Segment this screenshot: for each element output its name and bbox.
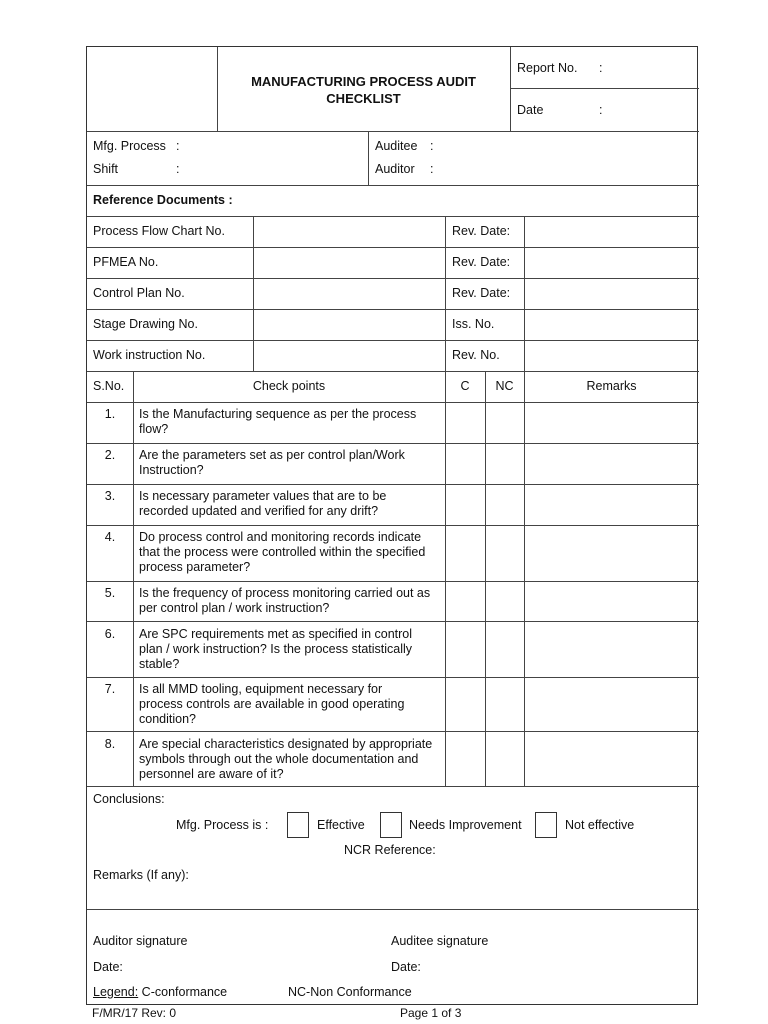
audit-checklist-form [86, 46, 698, 1005]
remarks-if-any-label: Remarks (If any): [93, 868, 189, 882]
report-no-label: Report No. [517, 61, 578, 75]
needs-improvement-label: Needs Improvement [409, 818, 522, 832]
legend-c: C-conformance [141, 985, 228, 999]
info-divider [368, 131, 369, 185]
header-divider-right [510, 47, 511, 131]
date-label: Date [517, 103, 544, 117]
ref-row-1-rev: Rev. Date: [452, 224, 511, 238]
check-item-3-text: Is necessary parameter values that are to be recorded updated and verified for any drift? [139, 489, 387, 518]
ref-row-line [87, 340, 699, 341]
ref-row-line [87, 278, 699, 279]
info-bottom-line [87, 185, 699, 186]
check-item-4-text: Do process control and monitoring records indicate that the process were controlled within the specified process parameter? [139, 530, 426, 574]
form-title-line2: CHECKLIST [326, 91, 401, 106]
conclusions-bottom-line [87, 909, 699, 910]
mfg-process-label: Mfg. Process [93, 139, 166, 153]
ref-row-3-name: Control Plan No. [93, 286, 185, 300]
check-item-6-text: Are SPC requirements met as specified in control plan / work instruction? Is the process statistically stable? [139, 627, 413, 671]
check-col-divider-nc [485, 371, 486, 786]
check-item-7-text: Is all MMD tooling, equipment necessary for process controls are available in good operating condition? [139, 682, 405, 726]
shift-label: Shift [93, 162, 119, 176]
check-item-5-text: Is the frequency of process monitoring carried out as per control plan / work instruction? [139, 586, 431, 615]
check-col-divider-c [445, 371, 446, 786]
reference-heading-line [87, 216, 699, 217]
form-title-line1: MANUFACTURING PROCESS AUDIT [251, 74, 476, 89]
header-report-date-divider [510, 88, 699, 89]
check-item-4-no: 4. [104, 530, 116, 544]
check-table-bottom-line [87, 786, 699, 787]
check-item-1-no: 1. [104, 407, 116, 421]
ref-row-1-name: Process Flow Chart No. [93, 224, 225, 238]
legend-label: Legend: [93, 985, 139, 999]
ref-row-line [87, 371, 699, 372]
auditor-label: Auditor [375, 162, 415, 176]
mfg-process-colon: : [176, 139, 180, 153]
needs-improvement-checkbox[interactable] [380, 812, 402, 838]
effective-label: Effective [317, 818, 365, 832]
check-row-line [87, 677, 699, 678]
check-row-line [87, 484, 699, 485]
ref-row-4-name: Stage Drawing No. [93, 317, 198, 331]
check-item-2-text: Are the parameters set as per control plan/Work Instruction? [139, 448, 405, 477]
ncr-reference-label: NCR Reference: [344, 843, 436, 857]
ref-row-2-rev: Rev. Date: [452, 255, 511, 269]
legend [93, 985, 227, 1000]
auditee-colon: : [430, 139, 434, 153]
legend-nc: NC-Non Conformance [288, 985, 412, 999]
form-title [217, 73, 510, 107]
not-effective-checkbox[interactable] [535, 812, 557, 838]
ref-row-5-name: Work instruction No. [93, 348, 206, 362]
ref-row-2-name: PFMEA No. [93, 255, 159, 269]
auditor-colon: : [430, 162, 434, 176]
check-row-line [87, 443, 699, 444]
header-bottom-line [87, 131, 699, 132]
conclusions-label: Conclusions: [93, 792, 165, 806]
check-col-divider-remarks [524, 371, 525, 786]
reference-documents-heading: Reference Documents : [93, 193, 233, 207]
date-colon: : [599, 103, 603, 117]
check-row-line [87, 731, 699, 732]
auditee-signature-label: Auditee signature [391, 934, 489, 948]
report-no-colon: : [599, 61, 603, 75]
ref-row-line [87, 247, 699, 248]
form-number: F/MR/17 Rev: 0 [92, 1006, 177, 1020]
not-effective-label: Not effective [565, 818, 635, 832]
col-header-check-points: Check points [252, 379, 326, 393]
check-item-5-no: 5. [104, 586, 116, 600]
check-item-6-no: 6. [104, 627, 116, 641]
check-item-3-no: 3. [104, 489, 116, 503]
page-number: Page 1 of 3 [400, 1006, 462, 1020]
col-header-remarks: Remarks [586, 379, 637, 393]
auditor-date-label: Date: [93, 960, 123, 974]
auditor-signature-label: Auditor signature [93, 934, 188, 948]
check-item-1-text: Is the Manufacturing sequence as per the process flow? [139, 407, 417, 436]
auditee-label: Auditee [375, 139, 418, 153]
auditee-date-label: Date: [391, 960, 421, 974]
reference-col-divider-2 [445, 216, 446, 371]
check-row-line [87, 621, 699, 622]
ref-row-3-rev: Rev. Date: [452, 286, 511, 300]
col-header-c: C [460, 379, 470, 393]
col-header-sno: S.No. [93, 379, 125, 393]
check-col-divider-sno [133, 371, 134, 786]
check-item-2-no: 2. [104, 448, 116, 462]
check-item-8-no: 8. [104, 737, 116, 751]
mfg-process-is-label: Mfg. Process is : [176, 818, 269, 832]
shift-colon: : [176, 162, 180, 176]
check-row-line [87, 581, 699, 582]
reference-col-divider-3 [524, 216, 525, 371]
ref-row-4-rev: Iss. No. [452, 317, 495, 331]
col-header-nc: NC [495, 379, 514, 393]
check-item-7-no: 7. [104, 682, 116, 696]
check-row-line [87, 525, 699, 526]
check-item-8-text: Are special characteristics designated by appropriate symbols through out the whole documentation and personnel are aware of it? [139, 737, 433, 781]
ref-row-line [87, 309, 699, 310]
reference-col-divider-1 [253, 216, 254, 371]
effective-checkbox[interactable] [287, 812, 309, 838]
check-header-line [87, 402, 699, 403]
ref-row-5-rev: Rev. No. [452, 348, 500, 362]
